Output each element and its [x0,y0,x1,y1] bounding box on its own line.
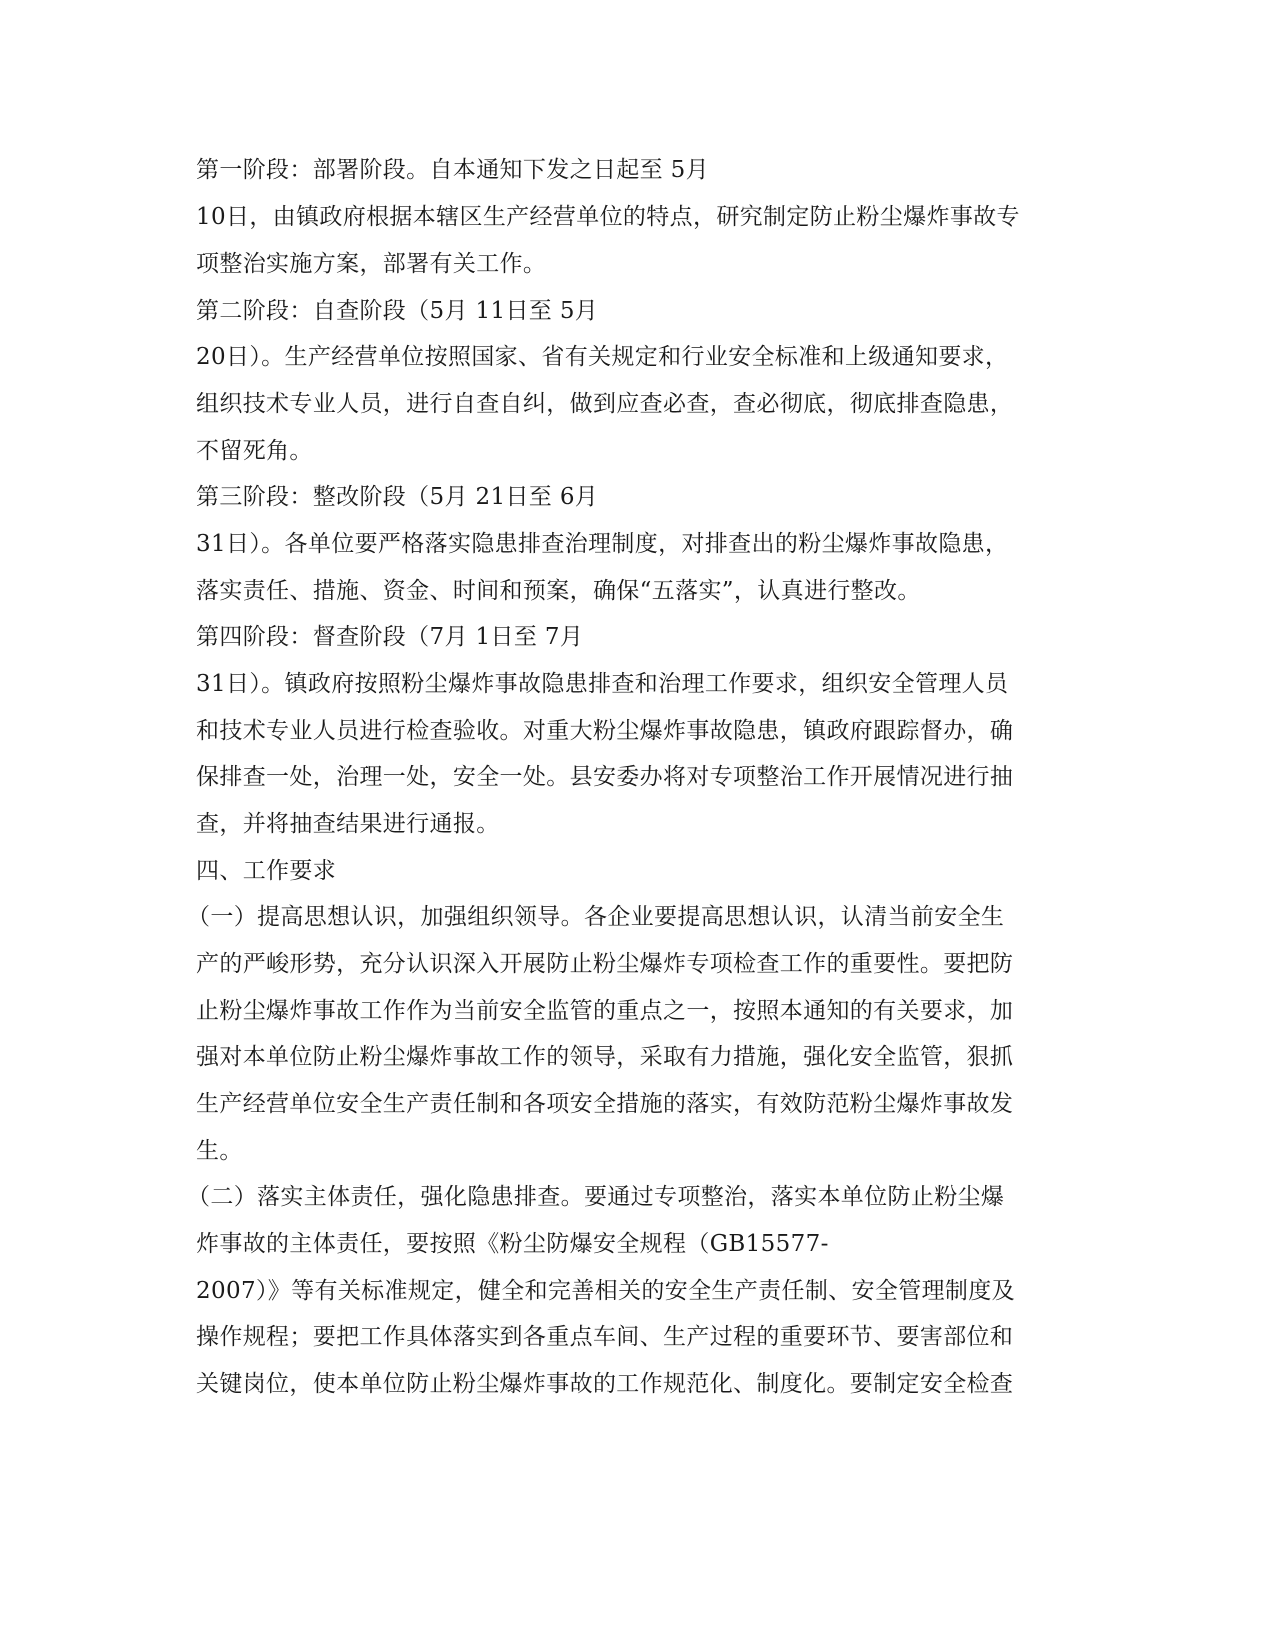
text-line: 不留死角。 [196,438,313,464]
text-line: 31日）。镇政府按照粉尘爆炸事故隐患排查和治理工作要求，组织安全管理人员 [196,671,1009,697]
text-line: 31日）。各单位要严格落实隐患排查治理制度，对排查出的粉尘爆炸事故隐患， [196,531,1009,557]
text-line: 生。 [196,1138,243,1164]
text-line: 10日，由镇政府根据本辖区生产经营单位的特点，研究制定防止粉尘爆炸事故专 [196,204,1020,230]
text-line: 落实责任、措施、资金、时间和预案，确保“五落实”，认真进行整改。 [196,578,921,604]
text-line: 第二阶段：自查阶段（5月 11日至 5月 [196,298,599,324]
text-line: 项整治实施方案，部署有关工作。 [196,251,547,277]
text-line: 保排查一处，治理一处，安全一处。县安委办将对专项整治工作开展情况进行抽 [196,764,1014,790]
text-line: 2007）》等有关标准规定，健全和完善相关的安全生产责任制、安全管理制度及 [196,1278,1015,1304]
section-heading: 四、工作要求 [196,858,337,884]
text-line: （一）提高思想认识，加强组织领导。各企业要提高思想认识，认清当前安全生 [187,904,1005,930]
text-line: 第一阶段：部署阶段。自本通知下发之日起至 5月 [196,157,709,183]
text-line: （二）落实主体责任，强化隐患排查。要通过专项整治，落实本单位防止粉尘爆 [187,1184,1005,1210]
text-line: 止粉尘爆炸事故工作作为当前安全监管的重点之一，按照本通知的有关要求，加 [196,998,1014,1024]
text-line: 产的严峻形势，充分认识深入开展防止粉尘爆炸专项检查工作的重要性。要把防 [196,951,1014,977]
text-line: 组织技术专业人员，进行自查自纠，做到应查必查，查必彻底，彻底排查隐患， [196,391,1014,417]
text-line: 炸事故的主体责任，要按照《粉尘防爆安全规程（GB15577- [196,1231,829,1257]
text-line: 关键岗位，使本单位防止粉尘爆炸事故的工作规范化、制度化。要制定安全检查 [196,1371,1014,1397]
text-line: 第四阶段：督查阶段（7月 1日至 7月 [196,624,584,650]
text-line: 强对本单位防止粉尘爆炸事故工作的领导，采取有力措施，强化安全监管，狠抓 [196,1044,1014,1070]
text-line: 和技术专业人员进行检查验收。对重大粉尘爆炸事故隐患，镇政府跟踪督办，确 [196,718,1014,744]
text-line: 生产经营单位安全生产责任制和各项安全措施的落实，有效防范粉尘爆炸事故发 [196,1091,1014,1117]
text-line: 操作规程；要把工作具体落实到各重点车间、生产过程的重要环节、要害部位和 [196,1324,1014,1350]
text-line: 查，并将抽查结果进行通报。 [196,811,500,837]
text-line: 第三阶段：整改阶段（5月 21日至 6月 [196,484,599,510]
text-line: 20日）。生产经营单位按照国家、省有关规定和行业安全标准和上级通知要求， [196,344,1009,370]
